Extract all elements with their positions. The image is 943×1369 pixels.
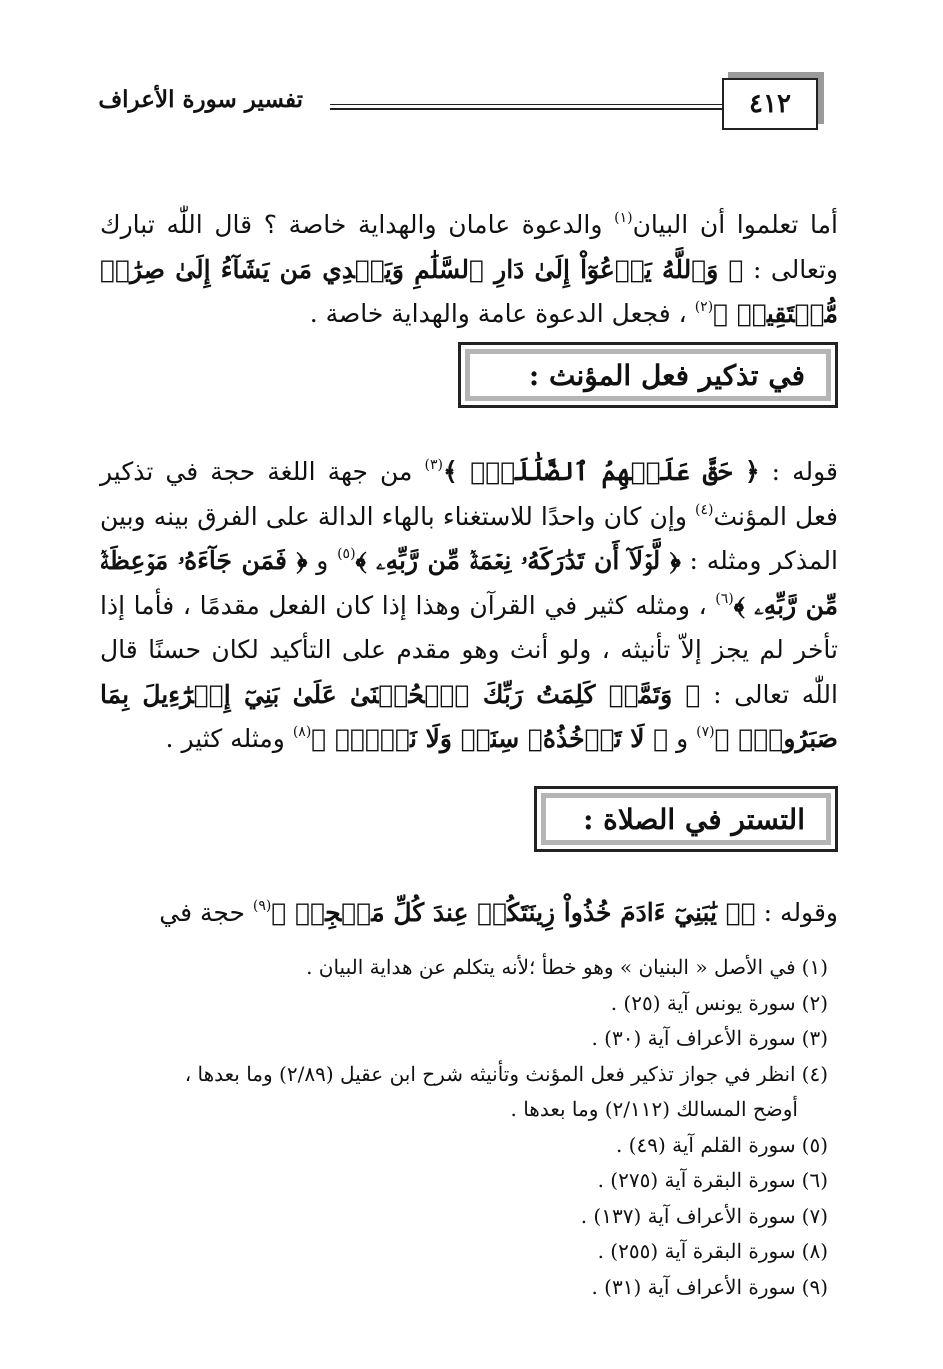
text-run: ، فجعل الدعوة عامة والهداية خاصة . xyxy=(309,299,695,328)
text-run: ومثله كثير . xyxy=(165,724,293,753)
footnote-ref: (٧) xyxy=(696,724,715,740)
quran-verse: ﴿۞ يَٰبَنِيٓ ءَادَمَ خُذُواْ زِينَتَكُمۡ عِندَ كُلِّ مَسۡجِدٖ ﴾ xyxy=(271,898,756,927)
quran-verse: ﴿ لَّوۡلَآ أَن تَدَٰرَكَهُۥ نِعۡمَةٞ مِّن رَّبِّهِۦ ﴾ xyxy=(355,546,681,575)
section-heading-text: في تذكير فعل المؤنث : xyxy=(528,358,805,392)
footnote-text: في الأصل « البنيان » وهو خطأ ؛لأنه يتكلم عن هداية البيان . xyxy=(306,955,796,979)
paragraph-1 xyxy=(100,203,838,337)
page-number-text: ٤١٢ xyxy=(749,89,791,119)
footnote-ref: (٩) xyxy=(252,898,272,914)
footnote-text: سورة البقرة آية (٢٥٥) . xyxy=(597,1239,796,1263)
text-run: و xyxy=(668,724,697,753)
footnote-item xyxy=(110,1021,828,1057)
footnote-item xyxy=(110,1057,828,1128)
footnote-text: انظر في جواز تذكير فعل المؤنث وتأنيثه شرح ابن عقيل (٢/٨٩) وما بعدها ، xyxy=(184,1061,796,1086)
footnote-item xyxy=(110,1234,828,1270)
text-run: وقوله : xyxy=(755,898,838,927)
footnote-ref: (٥) xyxy=(337,546,356,562)
header-rule xyxy=(330,104,722,105)
footnote-item xyxy=(110,1199,828,1235)
footnote-item xyxy=(110,1163,828,1199)
text-run: قوله : xyxy=(759,457,839,486)
footnote-item xyxy=(110,986,828,1022)
text-run: وإن كان واحدًا للاستغناء بالهاء الدالة على الفرق بينه وبين المذكر ومثله : xyxy=(100,501,838,575)
footnote-number: (٨) xyxy=(801,1239,828,1263)
text-run: حجة في xyxy=(159,898,253,927)
footnote-item xyxy=(110,1270,828,1306)
footnote-text: سورة الأعراف آية (٣٠) . xyxy=(591,1026,796,1050)
text-run: ، ومثله كثير في القرآن وهذا إذا كان الفعل مقدمًا ، فأما إذا تأخر لم يجز إلاّ تأنيثه ، ولو أنث وهو مقدم على التأكيد لكان حسنًا قال اللّٰه تعالى : xyxy=(100,590,838,709)
section-heading-text: التستر في الصلاة : xyxy=(583,802,805,836)
section-heading-feminine-verb xyxy=(458,342,838,408)
footnote-continuation: أوضح المسالك (٢/١١٢) وما بعدها . xyxy=(510,1097,798,1121)
footnote-ref: (٢) xyxy=(694,299,714,315)
footnote-number: (٦) xyxy=(801,1168,828,1192)
text-run: من جهة اللغة حجة في تذكير فعل المؤنث xyxy=(100,457,838,531)
footnote-text: سورة الأعراف آية (٣١) . xyxy=(591,1274,796,1299)
footnote-item xyxy=(110,950,828,986)
footnote-text: سورة القلم آية (٤٩) . xyxy=(615,1132,796,1157)
quran-verse: ﴿ فَمَن جَآءَهُۥ مَوۡعِظَةٞ مِّن رَّبِّهِۦ ﴾ xyxy=(100,546,838,620)
footnote-number: (٧) xyxy=(801,1203,828,1228)
footnote-number: (١) xyxy=(801,955,828,979)
paragraph-3 xyxy=(100,891,838,936)
footnote-ref: (٣) xyxy=(424,457,443,473)
text-run: أما تعلموا أن البيان xyxy=(632,210,838,239)
footnote-ref: (٦) xyxy=(715,590,734,607)
footnote-item xyxy=(110,1128,828,1164)
footnote-text: سورة البقرة آية (٢٧٥) . xyxy=(597,1168,796,1192)
text-run: والدعوة عامان والهداية خاصة ؟ قال اللّٰه تبارك وتعالى : xyxy=(100,210,839,284)
footnote-ref: (١) xyxy=(614,210,633,226)
quran-verse: ﴿ لَا تَأۡخُذُهُۥ سِنَةٞ وَلَا نَوۡمٞۚ ﴾ xyxy=(311,724,669,753)
running-title: تفسير سورة الأعراف xyxy=(98,86,303,113)
footnote-number: (٤) xyxy=(801,1061,828,1086)
paragraph-2 xyxy=(100,450,838,762)
footnote-number: (٣) xyxy=(801,1026,828,1050)
quran-verse: ﴿ وَتَمَّتۡ كَلِمَتُ رَبِّكَ ٱلۡحُسۡنَىٰ عَلَىٰ بَنِيٓ إِسۡرَٰٓءِيلَ بِمَا صَبَرُواْۖ ﴾ xyxy=(100,679,838,753)
footnote-number: (٩) xyxy=(801,1274,828,1299)
footnote-text: سورة الأعراف آية (١٣٧) . xyxy=(580,1203,796,1228)
quran-verse: ﴿ حَقَّ عَلَيۡهِمُ ٱلضَّلَٰلَةُۚ ﴾ xyxy=(442,457,760,486)
footnote-ref: (٨) xyxy=(292,724,312,740)
text-run: و xyxy=(307,546,338,575)
footnotes-list xyxy=(110,950,828,1305)
footnote-number: (٢) xyxy=(801,990,828,1015)
page-number xyxy=(722,78,818,130)
header-rule-thick xyxy=(330,108,722,110)
footnote-ref: (٤) xyxy=(695,501,714,518)
quran-verse: ﴿ وَٱللَّهُ يَدۡعُوٓاْ إِلَىٰ دَارِ ٱلسَّلَٰمِ وَيَهۡدِي مَن يَشَآءُ إِلَىٰ صِرَٰطٖ مُّسۡتَقِيمٖ ﴾ xyxy=(100,254,838,328)
footnote-text: سورة يونس آية (٢٥) . xyxy=(610,990,796,1015)
section-heading-covering-in-prayer xyxy=(534,786,838,852)
footnote-number: (٥) xyxy=(801,1132,828,1157)
